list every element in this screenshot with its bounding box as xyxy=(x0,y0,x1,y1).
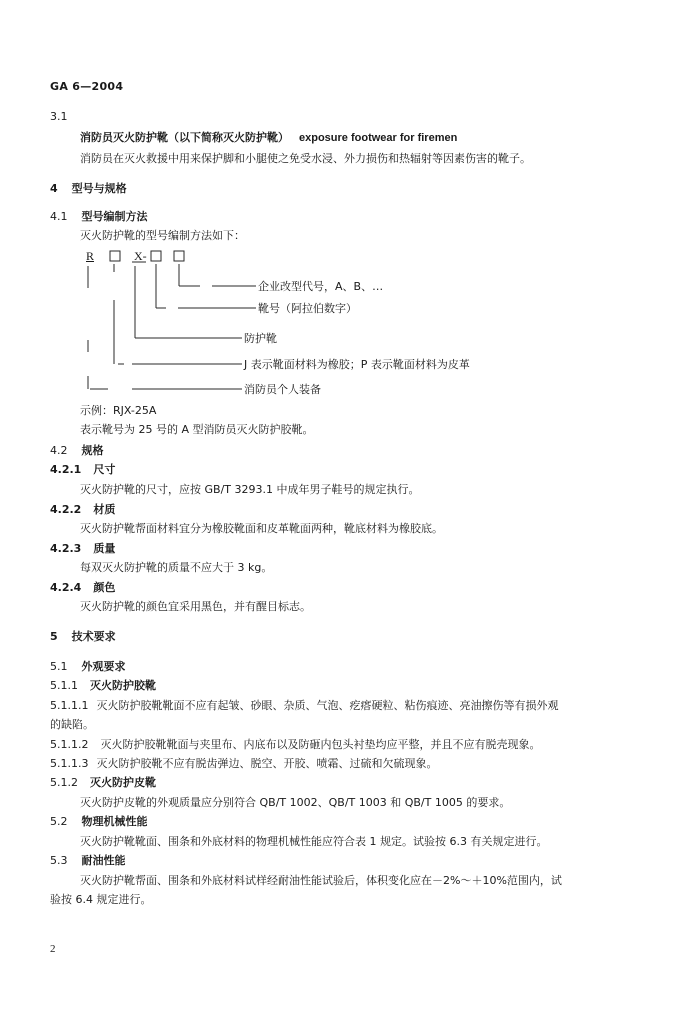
section-5-1-1-heading xyxy=(50,680,156,691)
term-english: exposure footwear for firemen xyxy=(299,132,458,144)
section-5-3-number: 5.3 xyxy=(50,854,68,867)
section-4-2-3-title: 质量 xyxy=(93,542,116,555)
section-4-2-3-heading xyxy=(50,543,115,554)
section-5-1-2-number: 5.1.2 xyxy=(50,776,78,789)
section-4-2-4-text: 灭火防护靴的颜色宜采用黑色，并有醒目标志。 xyxy=(80,600,311,613)
section-5-1-1-title: 灭火防护胶靴 xyxy=(90,679,156,692)
code-box-2 xyxy=(151,251,161,261)
section-3-1-number: 3.1 xyxy=(50,110,68,123)
section-4-1-number: 4.1 xyxy=(50,210,68,223)
section-5-1-2-text: 灭火防护皮靴的外观质量应分别符合 QB/T 1002、QB/T 1003 和 QB/T 1005 的要求。 xyxy=(80,796,511,809)
section-5-1-2-title: 灭火防护皮靴 xyxy=(90,776,156,789)
section-5-1-number: 5.1 xyxy=(50,660,68,673)
section-4-2-2-number: 4.2.2 xyxy=(50,503,82,516)
section-4-2-1-number: 4.2.1 xyxy=(50,463,82,476)
section-4-2-3-text: 每双灭火防护靴的质量不应大于 3 kg。 xyxy=(80,561,273,574)
section-5-1-2-heading xyxy=(50,777,156,788)
diagram-label-protective-boot: 防护靴 xyxy=(244,332,277,345)
section-5-2-heading xyxy=(50,816,148,827)
section-4-2-1-heading xyxy=(50,464,115,475)
page-number: 2 xyxy=(50,943,56,955)
section-4-2-2-title: 材质 xyxy=(93,503,116,516)
section-4-title: 型号与规格 xyxy=(71,182,127,195)
section-4-2-number: 4.2 xyxy=(50,444,68,457)
section-4-heading xyxy=(50,183,127,194)
section-5-3-title: 耐油性能 xyxy=(81,854,126,867)
section-5-1-1-1-text: 灭火防护胶靴靴面不应有起皱、砂眼、杂质、气泡、疙瘩硬粒、粘伤痕迹、亮油擦伤等有损外观 xyxy=(96,699,559,712)
section-5-3-text-cont: 验按 6.4 规定进行。 xyxy=(50,893,152,906)
section-4-2-4-number: 4.2.4 xyxy=(50,581,82,594)
diagram-label-modification-code: 企业改型代号，A、B、… xyxy=(258,280,384,293)
model-code-example-description: 表示靴号为 25 号的 A 型消防员灭火防护胶靴。 xyxy=(80,423,314,436)
section-5-1-1-1-text-cont: 的缺陷。 xyxy=(50,718,94,731)
section-5-2-text: 灭火防护靴靴面、围条和外底材料的物理机械性能应符合表 1 规定。试验按 6.3 有关规定进行。 xyxy=(80,835,548,848)
section-4-2-2-text: 灭火防护靴帮面材料宜分为橡胶靴面和皮革靴面两种，靴底材料为橡胶底。 xyxy=(80,522,443,535)
section-5-title: 技术要求 xyxy=(71,630,116,643)
document-code: GA 6—2004 xyxy=(50,80,124,93)
section-4-2-1-text: 灭火防护靴的尺寸，应按 GB/T 3293.1 中成年男子鞋号的规定执行。 xyxy=(80,483,420,496)
model-code-letter-r: R xyxy=(86,249,95,263)
section-4-2-4-heading xyxy=(50,582,115,593)
model-code-example: 示例：RJX-25A xyxy=(80,404,157,417)
diagram-label-personal-equipment: 消防员个人装备 xyxy=(244,383,321,396)
section-5-1-1-3-number: 5.1.1.3 xyxy=(50,757,89,770)
section-5-1-title: 外观要求 xyxy=(81,660,126,673)
section-4-number: 4 xyxy=(50,182,58,195)
section-5-3-text: 灭火防护靴帮面、围条和外底材料试样经耐油性能试验后，体积变化应在－2%～＋10%范围内，试 xyxy=(80,874,562,887)
code-box-1 xyxy=(110,251,120,261)
section-5-1-1-2-text: 灭火防护胶靴靴面与夹里布、内底布以及防砸内包头衬垫均应平整，并且不应有脱壳现象。 xyxy=(100,738,541,751)
section-5-1-1-3-line xyxy=(50,758,437,769)
section-4-2-4-title: 颜色 xyxy=(93,581,116,594)
section-4-2-1-title: 尺寸 xyxy=(93,463,116,476)
section-4-2-heading xyxy=(50,445,104,456)
section-5-1-1-number: 5.1.1 xyxy=(50,679,78,692)
section-5-1-1-1-number: 5.1.1.1 xyxy=(50,699,89,712)
term-definition-heading xyxy=(80,132,457,144)
section-5-heading xyxy=(50,631,116,642)
section-5-1-heading xyxy=(50,661,126,672)
diagram-label-upper-material: J 表示靴面材料为橡胶；P 表示靴面材料为皮革 xyxy=(244,358,470,371)
section-5-1-1-2-line xyxy=(50,739,540,750)
section-5-2-title: 物理机械性能 xyxy=(81,815,148,828)
model-code-letters-x: X- xyxy=(134,249,147,263)
section-5-3-heading xyxy=(50,855,126,866)
section-5-1-1-2-number: 5.1.1.2 xyxy=(50,738,89,751)
section-5-number: 5 xyxy=(50,630,58,643)
section-4-2-title: 规格 xyxy=(81,444,104,457)
model-code-intro: 灭火防护靴的型号编制方法如下： xyxy=(80,229,245,242)
section-5-2-number: 5.2 xyxy=(50,815,68,828)
code-box-3 xyxy=(174,251,184,261)
diagram-label-boot-size: 靴号（阿拉伯数字） xyxy=(258,302,357,315)
section-5-1-1-3-text: 灭火防护胶靴不应有脱齿弹边、脱空、开胶、喷霜、过硫和欠硫现象。 xyxy=(96,757,438,770)
section-4-2-3-number: 4.2.3 xyxy=(50,542,82,555)
term-chinese: 消防员灭火防护靴（以下简称灭火防护靴） xyxy=(80,131,289,144)
section-4-2-2-heading xyxy=(50,504,115,515)
term-definition-text: 消防员在灭火救援中用来保护脚和小腿使之免受水浸、外力损伤和热辐射等因素伤害的靴子。 xyxy=(80,152,531,165)
section-4-1-title: 型号编制方法 xyxy=(81,210,148,223)
section-4-1-heading xyxy=(50,211,148,222)
section-5-1-1-1-line xyxy=(50,700,558,711)
